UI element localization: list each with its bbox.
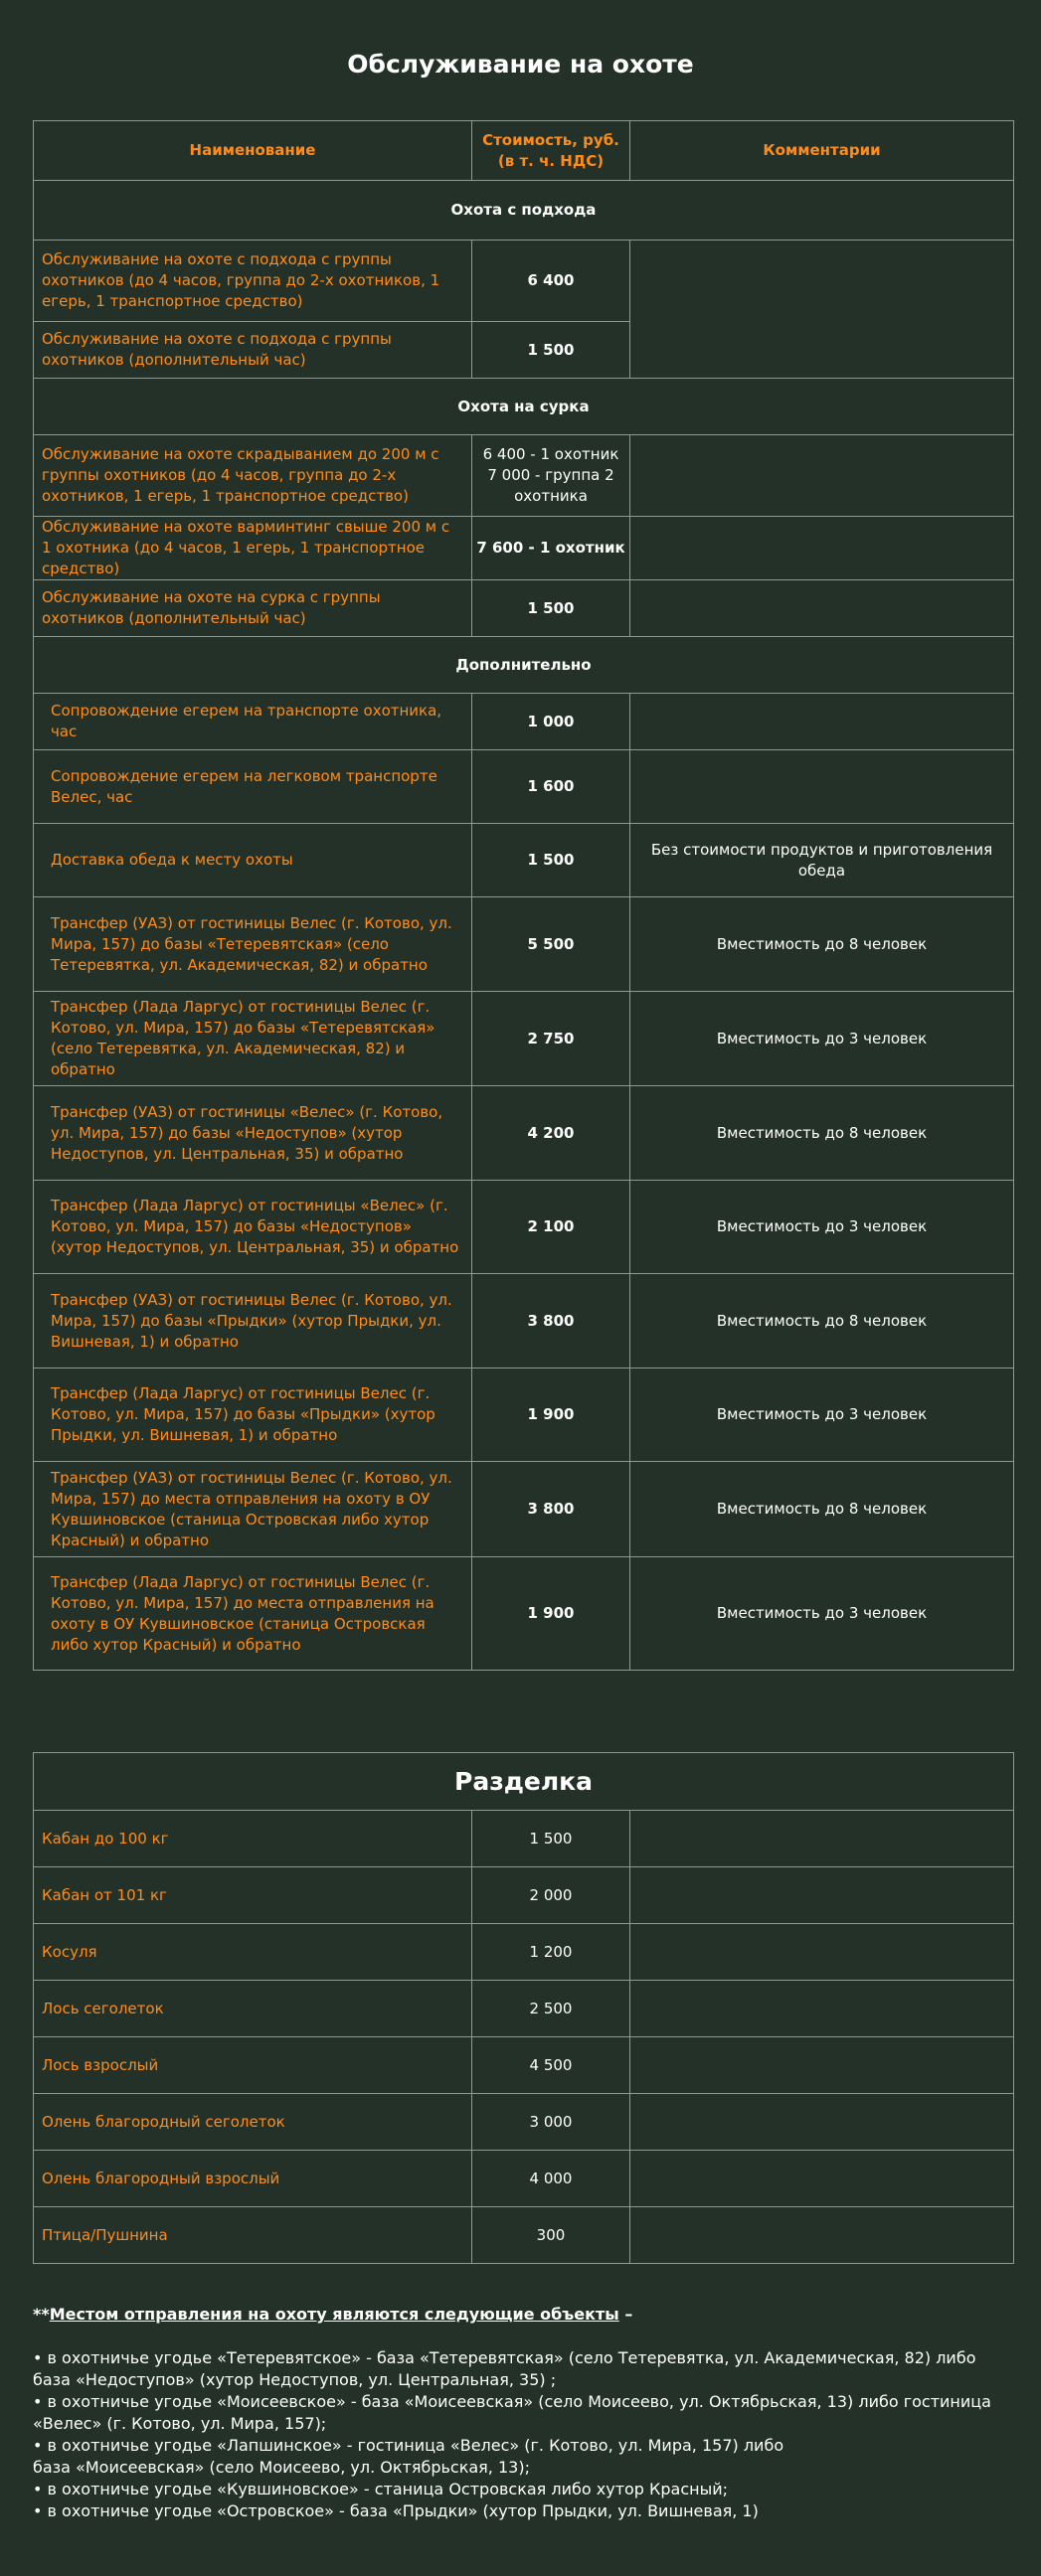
razdelka-title-row — [34, 1753, 1014, 1811]
service-name: Трансфер (УАЗ) от гостиницы Велес (г. Котово, ул. Мира, 157) до места отправления на охоту в ОУ Кувшиновское (станица Островская либо хутор Красный) и обратно — [34, 1462, 472, 1557]
service-price: 5 500 — [472, 897, 630, 992]
header-price-line1: Стоимость, руб. — [482, 130, 619, 149]
razdelka-comment — [630, 2094, 1014, 2151]
razdelka-comment — [630, 2207, 1014, 2264]
service-comment — [630, 580, 1014, 637]
razdelka-name: Олень благородный взрослый — [34, 2151, 472, 2207]
razdelka-name: Лось взрослый — [34, 2037, 472, 2094]
section-row — [34, 637, 1014, 694]
service-comment — [630, 241, 1014, 379]
service-name: Обслуживание на охоте на сурка с группы охотников (дополнительный час) — [34, 580, 472, 637]
section-row — [34, 379, 1014, 435]
razdelka-comment — [630, 1811, 1014, 1867]
razdelka-comment — [630, 1867, 1014, 1924]
table-row — [34, 435, 1014, 517]
service-price: 4 200 — [472, 1086, 630, 1181]
table-row — [34, 897, 1014, 992]
service-name: Обслуживание на охоте варминтинг свыше 200 м с 1 охотника (до 4 часов, 1 егерь, 1 транспортное средство) — [34, 517, 472, 580]
section-title: Охота на сурка — [34, 379, 1014, 435]
service-name: Обслуживание на охоте с подхода с группы охотников (до 4 часов, группа до 2-х охотников, 1 егерь, 1 транспортное средство) — [34, 241, 472, 322]
razdelka-name: Кабан до 100 кг — [34, 1811, 472, 1867]
service-price: 1 500 — [472, 824, 630, 897]
service-comment: Вместимость до 8 человек — [630, 1462, 1014, 1557]
service-name: Трансфер (УАЗ) от гостиницы Велес (г. Котово, ул. Мира, 157) до базы «Прыдки» (хутор Прыдки, ул. Вишневая, 1) и обратно — [34, 1274, 472, 1368]
table-row — [34, 1368, 1014, 1462]
notes-dash: – — [618, 2305, 633, 2324]
departure-notes — [33, 2304, 1013, 2522]
service-comment: Вместимость до 3 человек — [630, 1368, 1014, 1462]
service-comment — [630, 517, 1014, 580]
notes-line: • в охотничье угодье «Моисеевское» - база «Моисеевская» (село Моисеево, ул. Октябрьская, 13) либо гостиница «Велес» (г. Котово, ул. Мира, 157); — [33, 2392, 991, 2433]
table-row — [34, 2037, 1014, 2094]
service-comment: Вместимость до 8 человек — [630, 1274, 1014, 1368]
razdelka-comment — [630, 2151, 1014, 2207]
table-row — [34, 824, 1014, 897]
service-name: Трансфер (УАЗ) от гостиницы Велес (г. Котово, ул. Мира, 157) до базы «Тетеревятская» (село Тетеревятка, ул. Академическая, 82) и обратно — [34, 897, 472, 992]
table-row — [34, 2207, 1014, 2264]
notes-line: база «Моисеевская» (село Моисеево, ул. Октябрьская, 13); — [33, 2458, 530, 2477]
table-row — [34, 2094, 1014, 2151]
section-row — [34, 181, 1014, 241]
razdelka-price: 2 000 — [472, 1867, 630, 1924]
notes-lead — [33, 2304, 1013, 2326]
service-comment — [630, 694, 1014, 750]
service-price: 1 900 — [472, 1557, 630, 1671]
table-row — [34, 992, 1014, 1086]
service-comment: Вместимость до 3 человек — [630, 1181, 1014, 1274]
razdelka-title: Разделка — [34, 1753, 1014, 1811]
service-name: Трансфер (Лада Ларгус) от гостиницы Велес (г. Котово, ул. Мира, 157) до базы «Прыдки» (хутор Прыдки, ул. Вишневая, 1) и обратно — [34, 1368, 472, 1462]
service-price: 3 800 — [472, 1462, 630, 1557]
service-name: Трансфер (Лада Ларгус) от гостиницы Велес (г. Котово, ул. Мира, 157) до места отправления на охоту в ОУ Кувшиновское (станица Островская либо хутор Красный) и обратно — [34, 1557, 472, 1671]
razdelka-name: Кабан от 101 кг — [34, 1867, 472, 1924]
razdelka-table — [33, 1752, 1014, 2264]
service-price: 6 400 — [472, 241, 630, 322]
razdelka-price: 4 000 — [472, 2151, 630, 2207]
service-price: 1 500 — [472, 580, 630, 637]
service-comment — [630, 750, 1014, 824]
service-price: 3 800 — [472, 1274, 630, 1368]
service-price: 2 750 — [472, 992, 630, 1086]
table-row — [34, 1867, 1014, 1924]
notes-line: • в охотничье угодье «Кувшиновское» - станица Островская либо хутор Красный; — [33, 2480, 729, 2498]
section-title: Охота с подхода — [34, 181, 1014, 241]
notes-prefix: ** — [33, 2305, 50, 2324]
notes-line: • в охотничье угодье «Островское» - база «Прыдки» (хутор Прыдки, ул. Вишневая, 1) — [33, 2501, 759, 2520]
table-row — [34, 1462, 1014, 1557]
service-name: Обслуживание на охоте скрадыванием до 200 м с группы охотников (до 4 часов, группа до 2-х охотников, 1 егерь, 1 транспортное средство) — [34, 435, 472, 517]
razdelka-name: Лось сеголеток — [34, 1981, 472, 2037]
service-name: Доставка обеда к месту охоты — [34, 824, 472, 897]
service-name: Сопровождение егерем на легковом транспорте Велес, час — [34, 750, 472, 824]
service-comment — [630, 435, 1014, 517]
razdelka-price: 300 — [472, 2207, 630, 2264]
notes-line: • в охотничье угодье «Тетеревятское» - база «Тетеревятская» (село Тетеревятка, ул. Академическая, 82) либо база «Недоступов» (хутор Недоступов, ул. Центральная, 35) ; — [33, 2348, 976, 2389]
service-price: 6 400 - 1 охотник 7 000 - группа 2 охотника — [472, 435, 630, 517]
service-comment: Без стоимости продуктов и приготовления обеда — [630, 824, 1014, 897]
razdelka-price: 4 500 — [472, 2037, 630, 2094]
notes-lead-text: Местом отправления на охоту являются следующие объекты — [49, 2305, 619, 2324]
service-price: 1 000 — [472, 694, 630, 750]
service-name: Обслуживание на охоте с подхода с группы охотников (дополнительный час) — [34, 322, 472, 379]
service-comment: Вместимость до 8 человек — [630, 1086, 1014, 1181]
service-price: 7 600 - 1 охотник — [472, 517, 630, 580]
service-price: 2 100 — [472, 1181, 630, 1274]
razdelka-price: 2 500 — [472, 1981, 630, 2037]
section-title: Дополнительно — [34, 637, 1014, 694]
service-price: 1 900 — [472, 1368, 630, 1462]
page-title: Обслуживание на охоте — [347, 50, 694, 79]
table-row — [34, 694, 1014, 750]
razdelka-comment — [630, 1981, 1014, 2037]
header-price-line2: (в т. ч. НДС) — [497, 151, 605, 170]
notes-line: • в охотничье угодье «Лапшинское» - гостиница «Велес» (г. Котово, ул. Мира, 157) либо — [33, 2436, 784, 2455]
table-row — [34, 1924, 1014, 1981]
razdelka-name: Косуля — [34, 1924, 472, 1981]
table-row — [34, 1811, 1014, 1867]
razdelka-name: Птица/Пушнина — [34, 2207, 472, 2264]
table-row — [34, 1274, 1014, 1368]
table-row — [34, 241, 1014, 322]
table-row — [34, 580, 1014, 637]
table-row — [34, 1981, 1014, 2037]
table-row — [34, 750, 1014, 824]
service-comment: Вместимость до 3 человек — [630, 992, 1014, 1086]
header-name: Наименование — [34, 121, 472, 181]
service-name: Трансфер (Лада Ларгус) от гостиницы Велес (г. Котово, ул. Мира, 157) до базы «Тетеревятская» (село Тетеревятка, ул. Академическая, 82) и обратно — [34, 992, 472, 1086]
razdelka-price: 1 500 — [472, 1811, 630, 1867]
razdelka-name: Олень благородный сеголеток — [34, 2094, 472, 2151]
service-name: Сопровождение егерем на транспорте охотника, час — [34, 694, 472, 750]
service-price: 1 500 — [472, 322, 630, 379]
razdelka-price: 1 200 — [472, 1924, 630, 1981]
service-comment: Вместимость до 8 человек — [630, 897, 1014, 992]
service-comment: Вместимость до 3 человек — [630, 1557, 1014, 1671]
table-row — [34, 1557, 1014, 1671]
service-price: 1 600 — [472, 750, 630, 824]
table-row — [34, 1181, 1014, 1274]
razdelka-comment — [630, 1924, 1014, 1981]
header-price — [472, 121, 630, 181]
services-table — [33, 120, 1014, 1671]
razdelka-price: 3 000 — [472, 2094, 630, 2151]
table-header-row — [34, 121, 1014, 181]
table-row — [34, 2151, 1014, 2207]
table-row — [34, 1086, 1014, 1181]
table-row — [34, 517, 1014, 580]
service-name: Трансфер (УАЗ) от гостиницы «Велес» (г. Котово, ул. Мира, 157) до базы «Недоступов» (хутор Недоступов, ул. Центральная, 35) и обратно — [34, 1086, 472, 1181]
razdelka-comment — [630, 2037, 1014, 2094]
header-comment: Комментарии — [630, 121, 1014, 181]
service-name: Трансфер (Лада Ларгус) от гостиницы «Велес» (г. Котово, ул. Мира, 157) до базы «Недоступов» (хутор Недоступов, ул. Центральная, 35) и обратно — [34, 1181, 472, 1274]
